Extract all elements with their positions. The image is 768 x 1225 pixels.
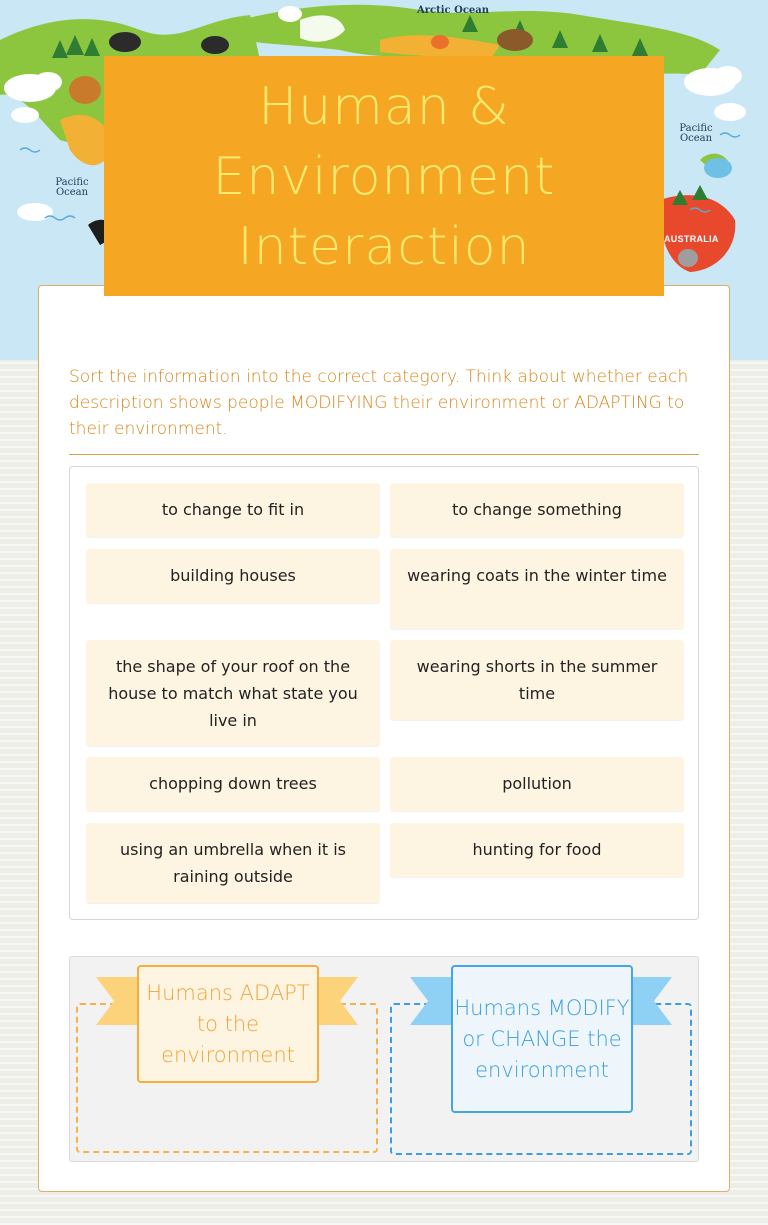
drag-tile[interactable] [390,483,684,537]
drag-tile[interactable] [390,823,684,877]
drag-tile-text: hunting for food [472,840,602,859]
drag-tile[interactable] [86,757,380,811]
drag-tile-text: wearing shorts in the summer time [416,657,658,703]
worksheet-card [38,285,730,1192]
drag-tile[interactable] [86,483,380,537]
drag-tile[interactable] [390,640,684,720]
map-label-australia: AUSTRALIA [664,234,719,244]
drag-tile-text: chopping down trees [149,774,317,793]
category-drop-zones [69,956,699,1162]
draggable-tiles-area [69,466,699,920]
instructions-divider [69,454,699,455]
page-title: Human & Environment Interaction [212,77,556,277]
drag-tile[interactable] [390,549,684,629]
modify-category-label: Humans MODIFY or CHANGE the environment [451,965,633,1113]
adapt-category-label: Humans ADAPT to the environment [137,965,319,1083]
drag-tile-text: pollution [502,774,572,793]
drag-tile-text: wearing coats in the winter time [407,566,667,585]
drag-tile-text: building houses [170,566,296,585]
map-label-pacific-ocean-left: Pacific Ocean [55,177,89,198]
drag-tile[interactable] [390,757,684,811]
drag-tile-text: to change something [452,500,622,519]
drag-tile[interactable] [86,640,380,746]
instructions-text: Sort the information into the correct category. Think about whether each description shows people MODIFYING their environment or ADAPTING to their environment. [69,367,689,439]
map-label-arctic-ocean: Arctic Ocean [417,5,490,16]
drag-tile-text: the shape of your roof on the house to match what state you live in [108,657,358,730]
drag-tile-text: to change to fit in [161,500,305,519]
drag-tile-text: using an umbrella when it is raining outside [120,840,346,886]
drag-tile[interactable] [86,823,380,903]
drag-tile[interactable] [86,549,380,603]
map-label-pacific-ocean-right: Pacific Ocean [679,123,713,144]
title-banner [104,56,664,296]
